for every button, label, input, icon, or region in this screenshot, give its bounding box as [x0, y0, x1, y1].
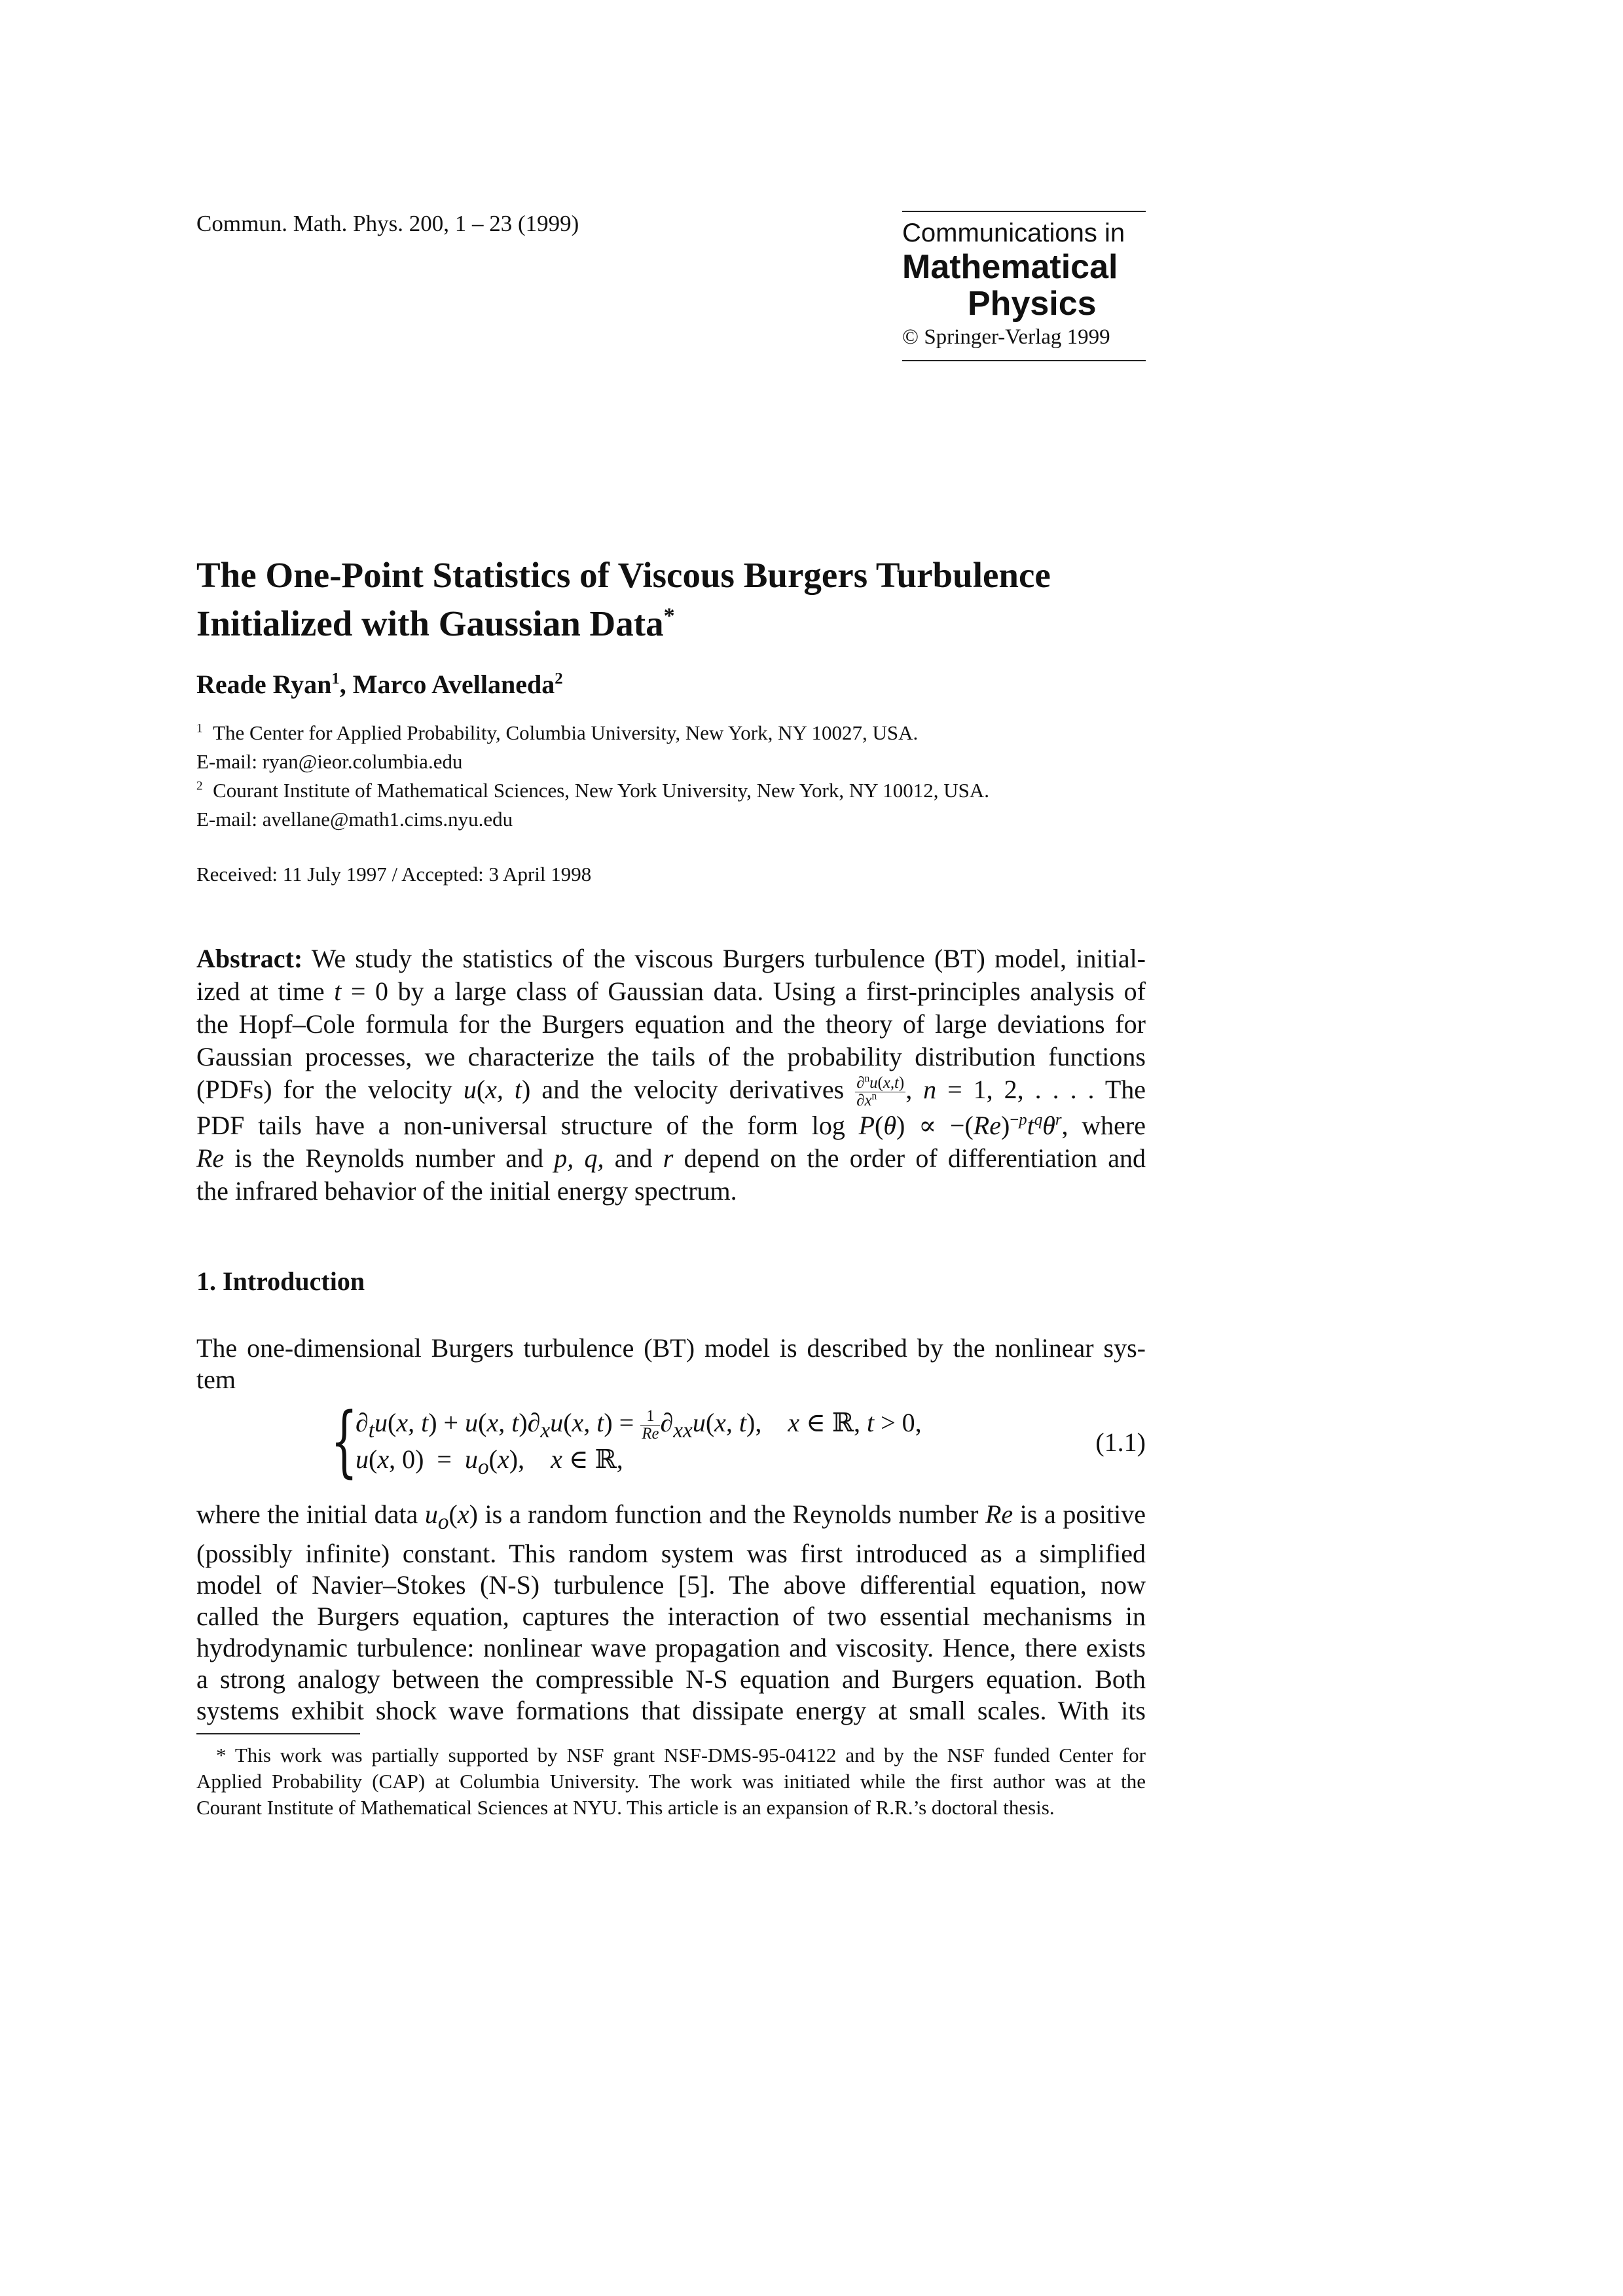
equation-number: (1.1) [1095, 1427, 1146, 1457]
title-line-2: Initialized with Gaussian Data* [196, 603, 675, 643]
title-footnote-mark: * [663, 603, 675, 628]
footnote-rule [196, 1733, 360, 1734]
logo-top-rule [902, 211, 1146, 212]
author-list: Reade Ryan$^1$, Marco Avellaneda$^2$ [196, 670, 563, 699]
paragraph-line: model of Navier–Stokes (N-S) turbulence [5]. The above differential equation, now [196, 1570, 1146, 1600]
footnote-line: Applied Probability (CAP) at Columbia University. The work was initiated while the first author was at the [196, 1770, 1146, 1793]
abstract [196, 942, 1146, 1208]
journal-citation: Commun. Math. Phys. 200, 1 – 23 (1999) [196, 211, 579, 236]
journal-name-line3: Physics [968, 285, 1097, 323]
paragraph-line: where the initial data $u_o(x)$ is a random function and the Reynolds number Re is a positive [196, 1499, 1146, 1534]
paragraph-line: systems exhibit shock wave formations that dissipate energy at small scales. With its [196, 1696, 1146, 1725]
abstract-label: Abstract: [196, 944, 303, 973]
equation-line: u(x, $0) = u_o(x)$, x ∈ ℝ, [356, 1444, 623, 1479]
affiliation-1: $^1$ The Center for Applied Probability, Columbia University, New York, NY 10027, USA. [196, 721, 919, 744]
author-name: Marco Avellaneda [352, 670, 555, 699]
equation-1-1 [331, 1395, 1146, 1486]
paragraph-line: The one-dimensional Burgers turbulence (BT) model is described by the nonlinear sys- [196, 1333, 1146, 1363]
journal-name-line2: Mathematical [902, 248, 1118, 286]
paper-title [196, 551, 1051, 648]
abstract-line: Gaussian processes, we characterize the tails of the probability distribution functions [196, 1042, 1146, 1071]
abstract-line: ized at time t = 0 by a large class of Gaussian data. Using a first-principles analysis of [196, 977, 1146, 1006]
author-affil-mark: 1 [331, 670, 340, 688]
abstract-line: (PDFs) for the velocity u(x, t) and the velocity derivatives $\frac{\partial^nu(x,t)}{\partial x^n}$ , n = 1, 2, . . . . The [196, 1073, 1146, 1110]
section-heading: 1. Introduction [196, 1266, 365, 1296]
journal-logo [902, 211, 1146, 361]
paragraph-line: called the Burgers equation, captures the interaction of two essential mechanisms in [196, 1602, 1146, 1631]
affiliations [196, 719, 989, 834]
received-dates: Received: 11 July 1997 / Accepted: 3 April 1998 [196, 863, 592, 886]
abstract-line: Abstract: We study the statistics of the viscous Burgers turbulence (BT) model, initial- [196, 944, 1146, 973]
journal-name-line1: Communications in [902, 219, 1125, 247]
paragraph-line: tem [196, 1365, 236, 1394]
abstract-line: PDF tails have a non-universal structure of the form $\log P(\theta) \propto -(Re)^{-p}t^q\theta^r$, where [196, 1111, 1146, 1141]
footnote-line: * This work was partially supported by NSF grant NSF-DMS-95-04122 and by the NSF funded Center for [216, 1744, 1146, 1767]
derivative-fraction: $\frac{\partial^nu(x,t)}{\partial x^n}$ [856, 1073, 905, 1110]
email-1: E-mail: ryan@ieor.columbia.edu [196, 750, 463, 773]
author-affil-mark: 2 [555, 670, 563, 688]
intro-paragraph [196, 1333, 1146, 1395]
body-paragraph [196, 1499, 1146, 1727]
abstract-line: the Hopf–Cole formula for the Burgers equation and the theory of large deviations for [196, 1009, 1146, 1039]
paragraph-line: a strong analogy between the compressible N-S equation and Burgers equation. Both [196, 1664, 1146, 1694]
abstract-line: Re is the Reynolds number and p, q, and r depend on the order of differentiation and [196, 1143, 1146, 1174]
paragraph-line: hydrodynamic turbulence: nonlinear wave propagation and viscosity. Hence, there exists [196, 1633, 1146, 1662]
footnote-line: Courant Institute of Mathematical Sciences at NYU. This article is an expansion of R.R.’s doctoral thesis. [196, 1796, 1055, 1819]
equation-line: $\partial_tu(x$, t) + u(x, $t)\partial_xu(x$, t) = $\frac{1}{Re}$ $\partial_{xx}u(x$, t), x ∈ ℝ, t > 0, [356, 1407, 922, 1443]
title-line-1: The One-Point Statistics of Viscous Burgers Turbulence [196, 555, 1051, 595]
paragraph-line: (possibly infinite) constant. This random system was first introduced as a simplified [196, 1539, 1146, 1568]
author-name: Reade Ryan [196, 670, 332, 699]
abstract-line: the infrared behavior of the initial energy spectrum. [196, 1176, 737, 1206]
email-2: E-mail: avellane@math1.cims.nyu.edu [196, 808, 513, 831]
equation-brace: { [331, 1395, 358, 1486]
publisher-copyright: © Springer-Verlag 1999 [902, 325, 1110, 349]
logo-bottom-rule [902, 360, 1146, 361]
affiliation-2: $^2$ Courant Institute of Mathematical Sciences, New York University, New York, NY 10012, USA. [196, 779, 990, 802]
footnote [196, 1742, 1146, 1821]
